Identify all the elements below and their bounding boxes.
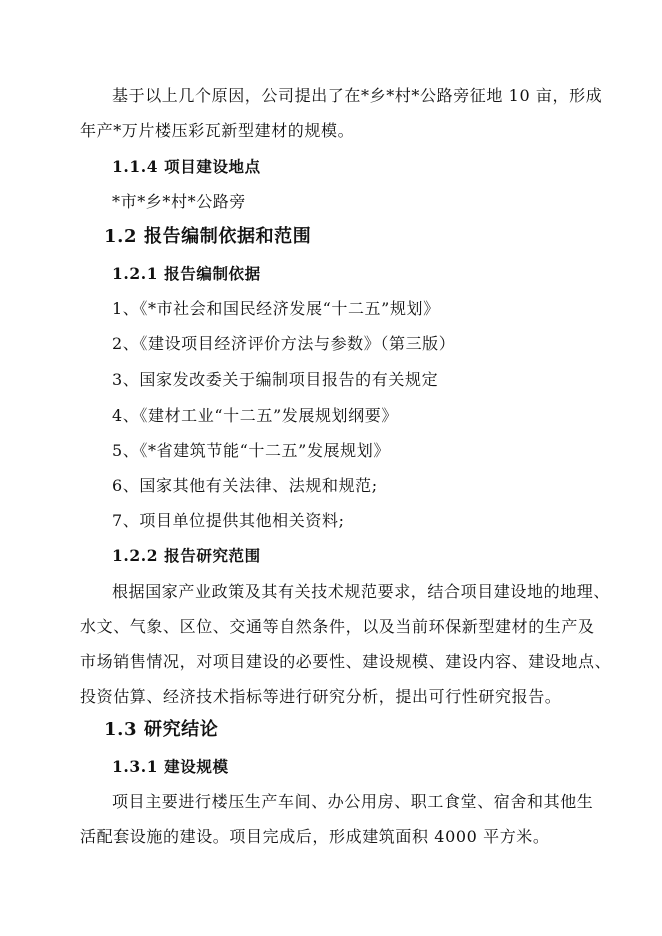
paragraph-line: 项目主要进行楼压生产车间、办公用房、职工食堂、宿舍和其他生: [112, 792, 594, 811]
project-location-text: *市*乡*村*公路旁: [112, 192, 247, 211]
section-heading-1-2-1: 1.2.1 报告编制依据: [112, 264, 261, 283]
paragraph-line: 年产*万片楼压彩瓦新型建材的规模。: [80, 121, 355, 140]
list-item: 5、《*省建筑节能“十二五”发展规划》: [112, 441, 390, 460]
list-item: 7、项目单位提供其他相关资料;: [112, 511, 345, 530]
list-item: 6、国家其他有关法律、法规和规范;: [112, 476, 378, 495]
section-heading-1-3-1: 1.3.1 建设规模: [112, 757, 229, 776]
paragraph-line: 根据国家产业政策及其有关技术规范要求，结合项目建设地的地理、: [112, 582, 611, 601]
section-heading-1-2-2: 1.2.2 报告研究范围: [112, 546, 261, 565]
list-item: 1、《*市社会和国民经济发展“十二五”规划》: [112, 299, 440, 318]
paragraph-line: 水文、气象、区位、交通等自然条件，以及当前环保新型建材的生产及: [80, 617, 595, 636]
list-item: 2、《建设项目经济评价方法与参数》（第三版）: [112, 334, 456, 353]
paragraph-line: 活配套设施的建设。项目完成后，形成建筑面积 4000 平方米。: [80, 827, 550, 846]
paragraph-line: 市场销售情况，对项目建设的必要性、建设规模、建设内容、建设地点、: [80, 652, 612, 671]
section-heading-1-1-4: 1.1.4 项目建设地点: [112, 157, 261, 176]
paragraph-line: 投资估算、经济技术指标等进行研究分析，提出可行性研究报告。: [80, 687, 562, 706]
section-heading-1-2: 1.2 报告编制依据和范围: [104, 226, 312, 247]
paragraph-line: 基于以上几个原因，公司提出了在*乡*村*公路旁征地 10 亩，形成: [112, 86, 603, 105]
list-item: 3、国家发改委关于编制项目报告的有关规定: [112, 370, 439, 389]
list-item: 4、《建材工业“十二五”发展规划纲要》: [112, 406, 398, 425]
section-heading-1-3: 1.3 研究结论: [104, 719, 219, 740]
